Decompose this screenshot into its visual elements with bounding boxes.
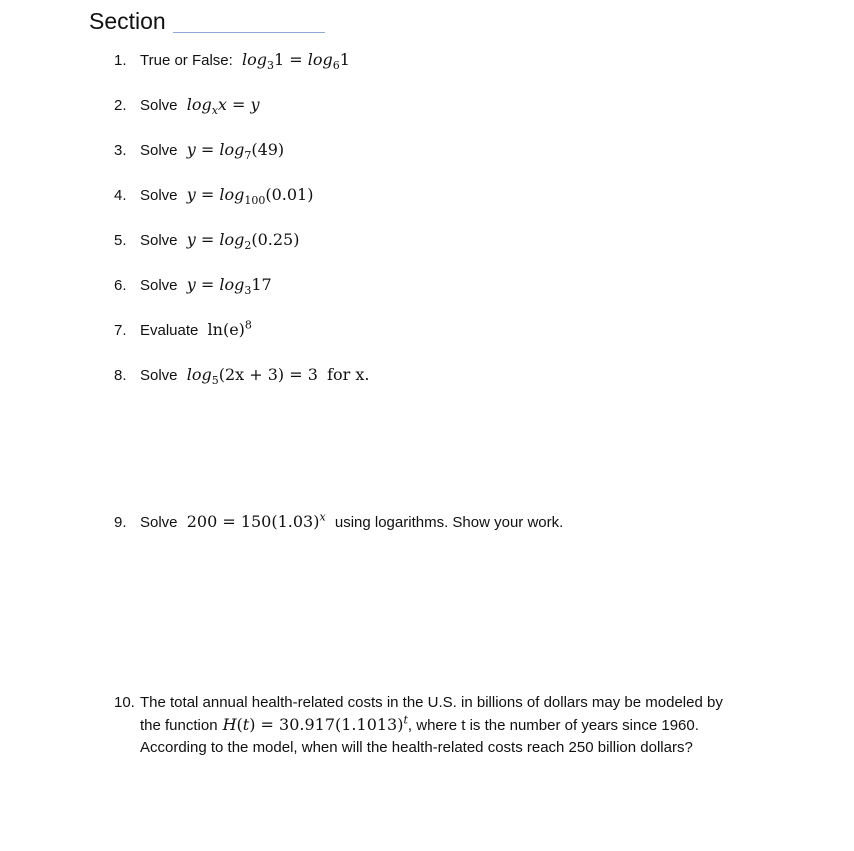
question-3 (114, 139, 284, 162)
question-number: 2. (114, 97, 127, 114)
question-7 (114, 319, 252, 342)
question-math: $\ln(e)^8$ (207, 318, 252, 339)
question-prefix: True or False: (140, 52, 233, 69)
question-math: $y = \log_{100}(0.01)$ (186, 185, 314, 208)
question-5 (114, 229, 299, 252)
question-1 (114, 49, 350, 72)
section-name-blank-line (173, 32, 325, 33)
question-10 (114, 692, 754, 759)
question-number: 9. (114, 514, 127, 531)
question-math: $y = \log_7(49)$ (186, 140, 285, 163)
question-prefix: Solve (140, 277, 178, 294)
question-number: 1. (114, 52, 127, 69)
question-prefix: Solve (140, 514, 178, 531)
question-math: $\log_xx = y$ (186, 95, 260, 118)
question-number: 5. (114, 232, 127, 249)
question-2 (114, 94, 260, 117)
question-math: $y = \log_2(0.25)$ (186, 230, 300, 253)
question-math: $\log_5(2x + 3) = 3$ (186, 365, 318, 388)
question-prefix: Solve (140, 367, 178, 384)
question-line-1: The total annual health-related costs in the U.S. in billions of dollars may be modeled by (140, 694, 723, 711)
section-label: Section (89, 8, 166, 34)
question-4 (114, 184, 313, 207)
question-suffix: using logarithms. Show your work. (334, 514, 564, 531)
question-number: 4. (114, 187, 127, 204)
question-suffix: for x. (327, 365, 370, 384)
question-math: $\log_31 = \log_61$ (241, 50, 350, 73)
question-9 (114, 511, 563, 534)
question-prefix: Solve (140, 142, 178, 159)
question-number: 10. (114, 694, 135, 711)
question-prefix: Evaluate (140, 322, 199, 339)
question-line-2: the function $H(t) = 30.917(1.1013)^t$, where t is the number of years since 1960. (140, 713, 699, 734)
question-prefix: Solve (140, 97, 178, 114)
question-number: 6. (114, 277, 127, 294)
question-8 (114, 364, 369, 387)
question-line-3: According to the model, when will the health-related costs reach 250 billion dollars? (140, 739, 693, 756)
question-number: 8. (114, 367, 127, 384)
question-prefix: Solve (140, 187, 178, 204)
question-number: 3. (114, 142, 127, 159)
question-math: $y = \log_317$ (186, 275, 272, 298)
question-math: $200 = 150(1.03)^x$ (186, 510, 326, 531)
question-6 (114, 274, 272, 297)
question-number: 7. (114, 322, 127, 339)
question-prefix: Solve (140, 232, 178, 249)
